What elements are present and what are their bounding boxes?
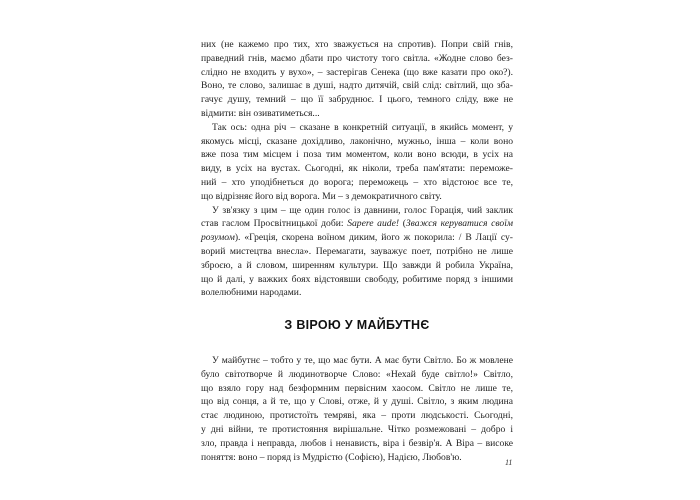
- text-line: що взяло гору над безформним первісним хаосом. Світло не лише те,: [201, 382, 513, 394]
- text-line: ний – хто уподібнеться до ворога; переможець – хто відстоює все те,: [201, 176, 513, 188]
- text-line: розумом). «Греція, скорена воїном диким, його ж покорила: / В Лації су-: [201, 232, 513, 244]
- text-line: Воно, те слово, залишає в душі, надто дитячій, свій слід: світлий, що зба-: [201, 80, 513, 92]
- text-line: що й далі, у важких боях відстоявши свободу, робитиме поряд з іншими: [201, 273, 513, 285]
- text-line: вже поза тим місцем і поза тим моментом, коли воно всюди, в усіх на: [201, 149, 513, 161]
- text-line: поняття: воно – поряд із Мудрістю (Софією), Надією, Любов'ю.: [201, 451, 462, 463]
- text-line: став гаслом Просвітницької доби: Sapere aude! (Зважся керуватися своїм: [201, 218, 513, 230]
- body-text-top: [201, 38, 513, 300]
- text-line: якомусь місці, сказане дохідливо, лаконічно, мужньо, інша – коли воно: [201, 135, 513, 147]
- text-line: волелюбними народами.: [201, 287, 302, 299]
- text-line: у дні війни, те протистояння вирішальне. Чітко розмежовані – добро і: [201, 423, 513, 435]
- page-number: 11: [505, 458, 513, 467]
- body-text-bottom: [201, 354, 513, 464]
- text-line: них (не кажемо про тих, хто зважується на спротив). Попри свій гнів,: [201, 39, 513, 50]
- text-line: зброєю, а й словом, ширенням культури. Що завжди й робила Україна,: [201, 259, 513, 271]
- text-line: гачує душу, темний – що її забруднює. І цього, темного сліду, вже не: [201, 94, 513, 106]
- text-line: стає людиною, протистоїть темряві, яка – проти людськості. Сьогодні,: [201, 410, 513, 422]
- text-line: що відрізняє його від ворога. Ми – з демократичного світу.: [201, 190, 442, 202]
- section-heading: З ВІРОЮ У МАЙБУТНЄ: [284, 318, 430, 332]
- text-line: відмити: він озиватиметься...: [201, 107, 320, 119]
- text-line: було світотворче й людинотворче Слово: «Нехай буде світло!» Світло,: [201, 368, 513, 380]
- text-line: що від сонця, а й те, що у Слові, отже, й у душі. Світло, з яким людина: [201, 396, 513, 408]
- text-line: зло, правда і неправда, любов і ненависть, віра і безвір'я. А Віра – високе: [201, 437, 513, 449]
- text-line: праведний гнів, маємо дбати про чистоту того світла. «Жодне слово без-: [201, 52, 513, 64]
- text-line: У майбутнє – тобто у те, що має бути. А має бути Світло. Бо ж мовлене: [212, 355, 513, 366]
- text-line: виду, в усіх на вустах. Сьогодні, як ніколи, треба пам'ятати: переможе-: [201, 163, 513, 175]
- text-line: слідно не входить у вухо», – застерігав Сенека (що вже казати про око?).: [201, 66, 513, 78]
- text-line: У зв'язку з цим – ще один голос із давнини, голос Горація, чий заклик: [212, 204, 513, 216]
- text-line: Так ось: одна річ – сказане в конкретній ситуації, в якийсь момент, у: [212, 121, 513, 133]
- text-line: ворий мистецтва внесла». Перемагати, зауважує поет, потрібно не лише: [201, 245, 513, 257]
